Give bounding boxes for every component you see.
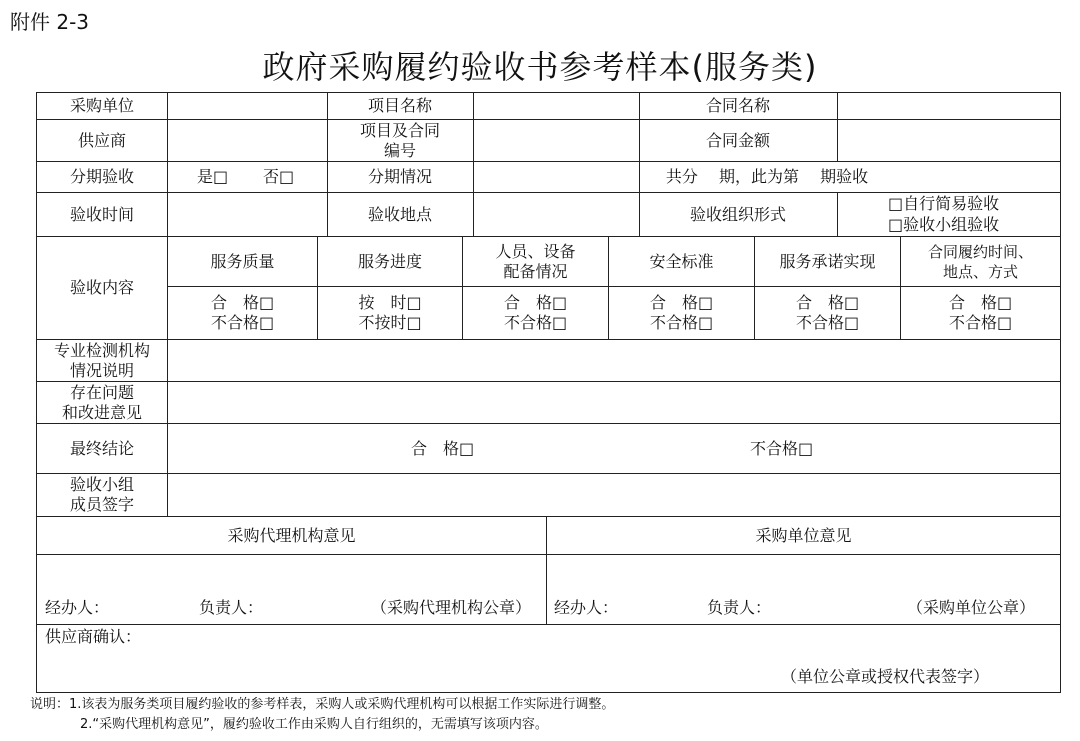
supplier-confirm-label: 供应商确认： bbox=[45, 627, 142, 646]
option-pass-checkbox[interactable]: 合 格□ bbox=[503, 293, 568, 312]
project-contract-number-label-line1: 项目及合同 bbox=[359, 120, 440, 140]
content-option-service-quality[interactable] bbox=[168, 287, 317, 339]
purchaser-handler-label: 经办人： bbox=[554, 598, 619, 617]
option-fail-checkbox[interactable]: 不合格□ bbox=[948, 313, 1013, 332]
purchaser-seal-label: （采购单位公章） bbox=[907, 598, 1036, 617]
content-option-safety-standard[interactable] bbox=[609, 287, 754, 339]
project-name-field[interactable] bbox=[474, 93, 639, 119]
acceptance-content-label: 验收内容 bbox=[69, 278, 134, 297]
installment-yes-checkbox[interactable]: 是□ bbox=[197, 167, 229, 186]
acceptance-place-field[interactable] bbox=[474, 193, 639, 236]
project-contract-number-label bbox=[327, 120, 473, 161]
option-pass-checkbox[interactable]: 合 格□ bbox=[948, 293, 1013, 312]
inspection-label-line1: 专业检测机构 bbox=[53, 340, 150, 360]
final-pass-checkbox[interactable]: 合 格□ bbox=[411, 439, 475, 458]
header-line1: 合同履约时间、 bbox=[927, 242, 1033, 261]
acceptance-time-field[interactable] bbox=[168, 193, 327, 236]
issues-field[interactable] bbox=[168, 382, 1060, 423]
option-fail-checkbox[interactable]: 不合格□ bbox=[649, 313, 714, 332]
purchaser-opinion-header: 采购单位意见 bbox=[755, 525, 852, 545]
inspection-label bbox=[37, 340, 167, 381]
supplier-field[interactable] bbox=[168, 120, 327, 161]
installment-no-checkbox[interactable]: 否□ bbox=[263, 167, 295, 186]
page-title: 政府采购履约验收书参考样本(服务类) bbox=[262, 48, 818, 86]
content-header-service-commitment bbox=[755, 237, 900, 286]
project-contract-number-label-line2: 编号 bbox=[383, 140, 416, 160]
header-line1: 服务承诺实现 bbox=[779, 251, 876, 271]
supplier-label: 供应商 bbox=[77, 130, 126, 150]
inspection-field[interactable] bbox=[168, 340, 1060, 381]
installment-status-value[interactable]: 共分 期，此为第 期验收 bbox=[665, 167, 869, 186]
purchaser-responsible-label: 负责人： bbox=[707, 598, 772, 617]
members-label-line1: 验收小组 bbox=[69, 475, 134, 494]
purchaser-label: 采购单位 bbox=[69, 96, 134, 115]
contract-name-field[interactable] bbox=[838, 93, 1060, 119]
option-fail-checkbox[interactable]: 不合格□ bbox=[503, 313, 568, 332]
contract-name-label: 合同名称 bbox=[705, 96, 770, 115]
members-signature-field[interactable] bbox=[168, 474, 1060, 516]
option-pass-checkbox[interactable]: 合 格□ bbox=[795, 293, 860, 312]
installment-status-label: 分期情况 bbox=[367, 167, 432, 186]
header-line2: 配备情况 bbox=[503, 261, 568, 281]
header-line1: 人员、设备 bbox=[495, 241, 576, 261]
issues-label-line1: 存在问题 bbox=[69, 382, 134, 402]
content-header-service-progress bbox=[318, 237, 462, 286]
attachment-number: 附件 2-3 bbox=[10, 10, 90, 34]
content-header-safety-standard bbox=[609, 237, 754, 286]
note-line-1: 说明：1.该表为服务类项目履约验收的参考样表，采购人或采购代理机构可以根据工作实际进行调整。 bbox=[30, 697, 615, 712]
agency-responsible-label: 负责人： bbox=[199, 598, 264, 617]
final-conclusion-label: 最终结论 bbox=[69, 438, 134, 458]
acceptance-time-label: 验收时间 bbox=[69, 204, 134, 224]
content-option-service-progress[interactable] bbox=[318, 287, 462, 339]
header-line1: 服务质量 bbox=[210, 251, 275, 271]
project-contract-number-field[interactable] bbox=[474, 120, 639, 161]
contract-amount-field[interactable] bbox=[838, 120, 1060, 161]
content-option-contract-time-place[interactable] bbox=[901, 287, 1060, 339]
option-pass-checkbox[interactable]: 合 格□ bbox=[210, 293, 275, 312]
final-fail-checkbox[interactable]: 不合格□ bbox=[750, 439, 814, 458]
issues-label bbox=[37, 382, 167, 423]
supplier-seal-label: （单位公章或授权代表签字） bbox=[781, 667, 990, 686]
inspection-label-line2: 情况说明 bbox=[69, 360, 134, 380]
note-line-2: 2.“采购代理机构意见”，履约验收工作由采购人自行组织的，无需填写该项内容。 bbox=[80, 717, 548, 732]
agency-opinion-header: 采购代理机构意见 bbox=[227, 525, 356, 545]
content-header-service-quality bbox=[168, 237, 317, 286]
members-signature-label bbox=[37, 474, 167, 516]
header-line1: 安全标准 bbox=[649, 251, 714, 271]
agency-seal-label: （采购代理机构公章） bbox=[371, 598, 532, 617]
acceptance-org-form-label: 验收组织形式 bbox=[689, 204, 786, 224]
purchaser-field[interactable] bbox=[168, 93, 327, 119]
org-option-self-checkbox[interactable]: □自行简易验收 bbox=[888, 194, 1000, 213]
header-line2: 地点、方式 bbox=[942, 262, 1018, 281]
content-option-service-commitment[interactable] bbox=[755, 287, 900, 339]
content-header-staff-equipment bbox=[463, 237, 608, 286]
content-option-staff-equipment[interactable] bbox=[463, 287, 608, 339]
project-name-label: 项目名称 bbox=[367, 96, 432, 115]
option-fail-checkbox[interactable]: 不合格□ bbox=[795, 313, 860, 332]
header-line1: 服务进度 bbox=[357, 251, 422, 271]
option-ontime-checkbox[interactable]: 按 时□ bbox=[358, 293, 422, 312]
acceptance-form bbox=[36, 92, 1061, 693]
members-label-line2: 成员签字 bbox=[69, 495, 134, 514]
issues-label-line2: 和改进意见 bbox=[61, 402, 142, 422]
agency-handler-label: 经办人： bbox=[45, 598, 110, 617]
option-late-checkbox[interactable]: 不按时□ bbox=[358, 313, 422, 332]
installment-label: 分期验收 bbox=[69, 167, 134, 186]
acceptance-place-label: 验收地点 bbox=[367, 204, 432, 224]
content-header-contract-time-place bbox=[901, 237, 1060, 286]
notes bbox=[30, 695, 614, 735]
option-pass-checkbox[interactable]: 合 格□ bbox=[649, 293, 714, 312]
contract-amount-label: 合同金额 bbox=[705, 130, 770, 150]
org-option-group-checkbox[interactable]: □验收小组验收 bbox=[888, 215, 1000, 234]
option-fail-checkbox[interactable]: 不合格□ bbox=[210, 313, 275, 332]
